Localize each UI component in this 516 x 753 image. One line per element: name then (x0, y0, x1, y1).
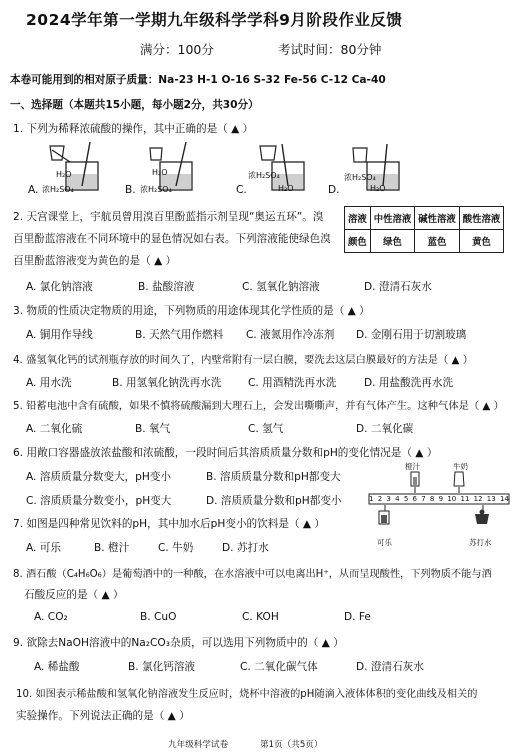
ph-label-milk: 牛奶 (453, 462, 468, 471)
question-8-line-1: 8. 酒石酸（C₄H₆O₆）是葡萄酒中的一种酸，在水溶液中可以电离出H⁺，从而呈现酸性，下列物质不能与酒 (13, 569, 492, 580)
question-6-stem: 6. 用敞口容器盛放浓盐酸和浓硫酸，一段时间后其溶质质量分数和pH的变化情况是（ ▲ ） (13, 447, 438, 459)
section-heading: 一、选择题（本题共15小题，每小题2分，共30分） (10, 99, 259, 111)
q3-option-d: D. 金刚石用于切割玻璃 (356, 329, 467, 341)
question-8-line-2: 石酸反应的是（ ▲ ） (24, 589, 124, 601)
exam-time: 考试时间：80分钟 (278, 42, 382, 57)
q8-option-c: C. KOH (242, 611, 279, 623)
ph-tick: 5 (403, 495, 409, 503)
question-2-line-1: 2. 天宫课堂上，宇航员曾用溴百里酚蓝指示剂呈现“奥运五环”。溴 (13, 211, 324, 223)
question-2-line-3: 百里酚蓝溶液变为黄色的是（ ▲ ） (13, 255, 177, 267)
ph-tick: 7 (421, 495, 426, 503)
ph-tick: 14 (499, 495, 509, 503)
q5-option-c: C. 氢气 (248, 423, 284, 435)
q2-option-a: A. 氯化钠溶液 (26, 281, 93, 293)
question-7-stem: 7. 如图是四种常见饮料的pH，其中加水后pH变小的饮料是（ ▲ ） (13, 518, 325, 530)
q5-option-b: B. 氧气 (135, 423, 171, 435)
q8-option-b: B. CuO (140, 611, 177, 623)
q3-option-b: B. 天然气用作燃料 (135, 329, 224, 341)
question-10-line-2: 实验操作。下列说法正确的是（ ▲ ） (16, 710, 190, 722)
ph-tick: 6 (412, 495, 417, 503)
q3-option-a: A. 铜用作导线 (26, 329, 93, 341)
footer-page-number: 第1页（共5页） (260, 740, 323, 750)
indicator-color-table (344, 206, 504, 253)
ph-tick: 9 (438, 495, 444, 503)
q1-option-b: B. (125, 184, 136, 196)
q1-a-top-label: H₂O (56, 170, 72, 179)
ph-tick: 11 (460, 495, 470, 503)
q2-option-c: C. 氢氧化钠溶液 (242, 281, 320, 293)
q4-option-d: D. 用盐酸洗再水洗 (364, 377, 454, 389)
question-3-stem: 3. 物质的性质决定物质的用途，下列物质的用途体现其化学性质的是（ ▲ ） (13, 305, 370, 317)
q1-c-top-label: 浓H₂SO₄ (248, 171, 280, 180)
q9-option-d: D. 澄清石灰水 (356, 661, 424, 673)
q4-option-b: B. 用氢氧化钠洗再水洗 (112, 377, 222, 389)
q1-c-bottom-label: H₂O (278, 184, 294, 193)
table-cell: 酸性溶液 (459, 207, 504, 230)
q1-d-top-label: 浓H₂SO₄ (344, 173, 376, 182)
q2-option-b: B. 盐酸溶液 (138, 281, 195, 293)
q1-option-d: D. (328, 184, 340, 196)
ph-tick: 3 (386, 495, 391, 503)
question-5-stem: 5. 铅蓄电池中含有硫酸，如果不慎将硫酸漏到大理石上，会发出嘶嘶声，并有气体产生。这种气体是（ ▲ ） (13, 400, 504, 412)
ph-label-orange: 橙汁 (405, 462, 420, 471)
ph-label-soda: 苏打水 (469, 538, 492, 547)
q9-option-c: C. 二氧化碳气体 (240, 661, 318, 673)
q7-option-b: B. 橙汁 (94, 542, 130, 554)
q1-b-bottom-label: 浓H₂SO₄ (140, 185, 172, 194)
table-cell: 中性溶液 (370, 207, 415, 230)
ph-tick-labels (369, 495, 509, 505)
ph-tick: 12 (473, 495, 483, 503)
ph-tick: 2 (377, 495, 383, 503)
q9-option-a: A. 稀盐酸 (34, 661, 80, 673)
table-cell: 蓝色 (415, 230, 460, 253)
q4-option-a: A. 用水洗 (26, 377, 72, 389)
table-cell: 绿色 (370, 230, 415, 253)
question-1-stem: 1. 下列为稀释浓硫酸的操作，其中正确的是（ ▲ ） (13, 123, 254, 135)
q7-option-c: C. 牛奶 (158, 542, 194, 554)
ph-label-cola: 可乐 (377, 538, 392, 547)
q1-a-bottom-label: 浓H₂SO₄ (42, 185, 74, 194)
ph-tick: 4 (395, 495, 400, 503)
table-cell: 溶液 (345, 207, 371, 230)
ph-tick: 13 (486, 495, 496, 503)
q3-option-c: C. 液氮用作冷冻剂 (246, 329, 335, 341)
ph-scale-figure (365, 458, 515, 548)
q7-option-a: A. 可乐 (26, 542, 61, 554)
q6-option-d: D. 溶质质量分数和pH都变小 (206, 495, 342, 507)
table-cell: 黄色 (459, 230, 504, 253)
table-cell: 颜色 (345, 230, 371, 253)
question-2-line-2: 百里酚蓝溶液在不同环境中的显色情况如右表。下列溶液能使绿色溴 (13, 233, 331, 245)
full-score: 满分：100分 (140, 42, 214, 57)
footer-title: 九年级科学试卷 (168, 740, 229, 750)
q1-option-a: A. (28, 184, 39, 196)
q8-option-a: A. CO₂ (34, 611, 68, 623)
q8-option-d: D. Fe (344, 611, 371, 623)
atomic-masses: 本卷可能用到的相对原子质量：Na-23 H-1 O-16 S-32 Fe-56 C-12 Ca-40 (10, 74, 386, 86)
q6-option-b: B. 溶质质量分数和pH都变大 (206, 471, 341, 483)
q1-option-c: C. (236, 184, 247, 196)
ph-tick: 10 (447, 495, 457, 503)
table-cell: 碱性溶液 (415, 207, 460, 230)
q6-option-a: A. 溶质质量分数变大，pH变小 (26, 471, 172, 483)
q5-option-d: D. 二氧化碳 (356, 423, 414, 435)
q5-option-a: A. 二氧化硫 (26, 423, 83, 435)
question-4-stem: 4. 盛氢氧化钙的试剂瓶存放的时间久了，内壁常附有一层白膜，要洗去这层白膜最好的方法是（ ▲ ） (13, 354, 474, 366)
q7-option-d: D. 苏打水 (222, 542, 269, 554)
question-9-stem: 9. 欲除去NaOH溶液中的Na₂CO₃杂质，可以选用下列物质中的（ ▲ ） (13, 637, 344, 649)
exam-title: 2024学年第一学期九年级科学学科9月阶段作业反馈 (26, 11, 403, 29)
q9-option-b: B. 氯化钙溶液 (128, 661, 195, 673)
q6-option-c: C. 溶质质量分数变小，pH变大 (26, 495, 172, 507)
q4-option-c: C. 用酒精洗再水洗 (248, 377, 337, 389)
q1-b-top-label: H₂O (152, 168, 168, 177)
q1-d-bottom-label: H₂O (370, 184, 386, 193)
question-10-line-1: 10. 如图表示稀盐酸和氢氧化钠溶液发生反应时，烧杯中溶液的pH随滴入液体体积的变化曲线及相关的 (16, 689, 478, 700)
ph-tick: 1 (369, 495, 374, 503)
ph-tick: 8 (429, 495, 435, 503)
q2-option-d: D. 澄清石灰水 (364, 281, 432, 293)
